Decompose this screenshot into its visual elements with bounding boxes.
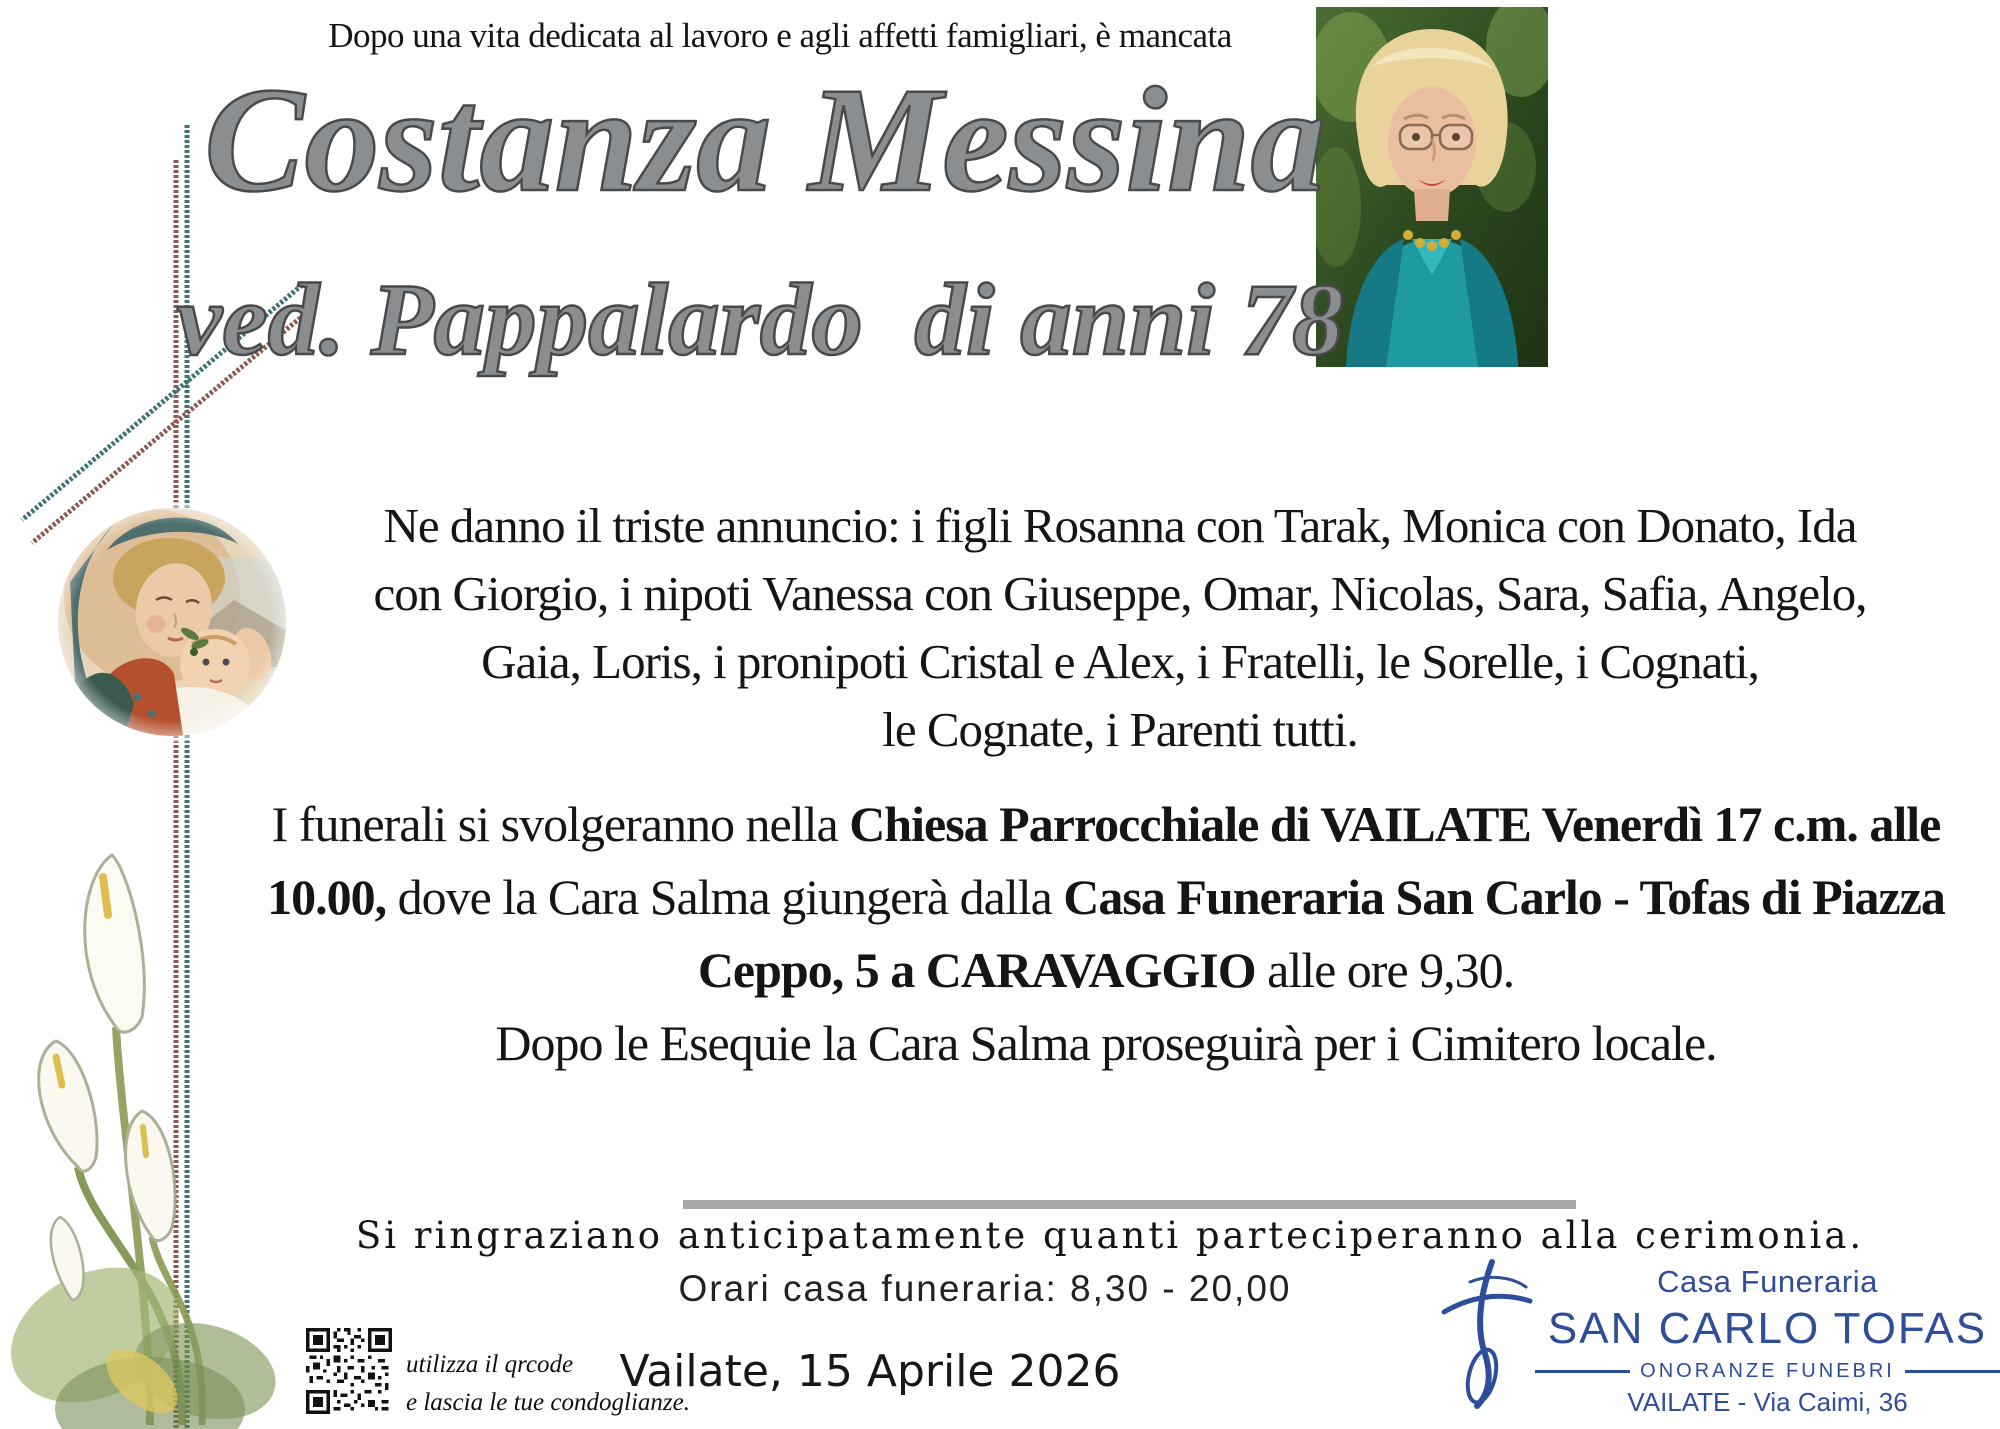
logo-rule-right: [1905, 1370, 2000, 1373]
announcement-line: con Giorgio, i nipoti Vanessa con Giuseppe, Omar, Nicolas, Sara, Safia, Angelo,: [373, 566, 1867, 621]
funeral-closing-line: Dopo le Esequie la Cara Salma proseguirà per i Cimitero locale.: [495, 1015, 1717, 1071]
logo-rule-left: [1535, 1370, 1630, 1373]
qr-caption-line: e lascia le tue condoglianze.: [406, 1388, 690, 1416]
qr-block: [306, 1328, 690, 1421]
place-and-date: Vailate, 15 Aprile 2026: [619, 1346, 1121, 1397]
logo-address: VAILATE - Via Caimi, 36: [1627, 1387, 1908, 1417]
funeral-segment: I funerali si svolgeranno nella: [271, 796, 850, 852]
intro-line: Dopo una vita dedicata al lavoro e agli affetti famigliari, è mancata: [328, 16, 1232, 55]
logo-name: SAN CARLO TOFAS: [1547, 1304, 1988, 1353]
logo-tagline: ONORANZE FUNEBRI: [1640, 1360, 1895, 1382]
logo-tagline-row: [1535, 1360, 2000, 1383]
qr-caption: [406, 1328, 690, 1421]
logo-casa-funeraria: Casa Funeraria: [1657, 1264, 1878, 1299]
funeral-home-logo: [1440, 1258, 2000, 1418]
announcement-line: Gaia, Loris, i pronipoti Cristal e Alex, i Fratelli, le Sorelle, i Cognati,: [481, 634, 1759, 689]
calligraphic-cross-logo-icon: [1440, 1258, 1535, 1410]
funeral-details: [212, 788, 2000, 1080]
funeral-segment-bold: Chiesa Parrocchiale di VAILATE Venerdì 17 c.m. alle 10.00,: [267, 796, 1941, 925]
funeral-segment: alle ore 9,30.: [1255, 942, 1515, 998]
qr-code-icon: [306, 1328, 392, 1414]
divider-bar: [683, 1200, 1576, 1209]
funeral-segment-bold: Casa Funeraria San Carlo - Tofas di Piazza Ceppo, 5 a CARAVAGGIO: [697, 869, 1945, 998]
announcement-line: le Cognate, i Parenti tutti.: [882, 702, 1358, 757]
deceased-subtitle: ved. Pappalardo di anni 78: [176, 263, 1344, 377]
funeral-segment: dove la Cara Salma giungerà dalla: [386, 869, 1064, 925]
opening-hours: Orari casa funeraria: 8,30 - 20,00: [678, 1268, 1292, 1309]
family-announcement: [240, 492, 2000, 764]
thanks-line: Si ringraziano anticipatamente quanti parteciperanno alla cerimonia.: [355, 1214, 1865, 1257]
announcement-line: Ne danno il triste annuncio: i figli Rosanna con Tarak, Monica con Donato, Ida: [383, 498, 1857, 553]
logo-text: [1535, 1258, 2000, 1418]
qr-caption-line: utilizza il qrcode: [406, 1351, 574, 1378]
deceased-name-title: Costanza Messina: [204, 57, 1326, 223]
